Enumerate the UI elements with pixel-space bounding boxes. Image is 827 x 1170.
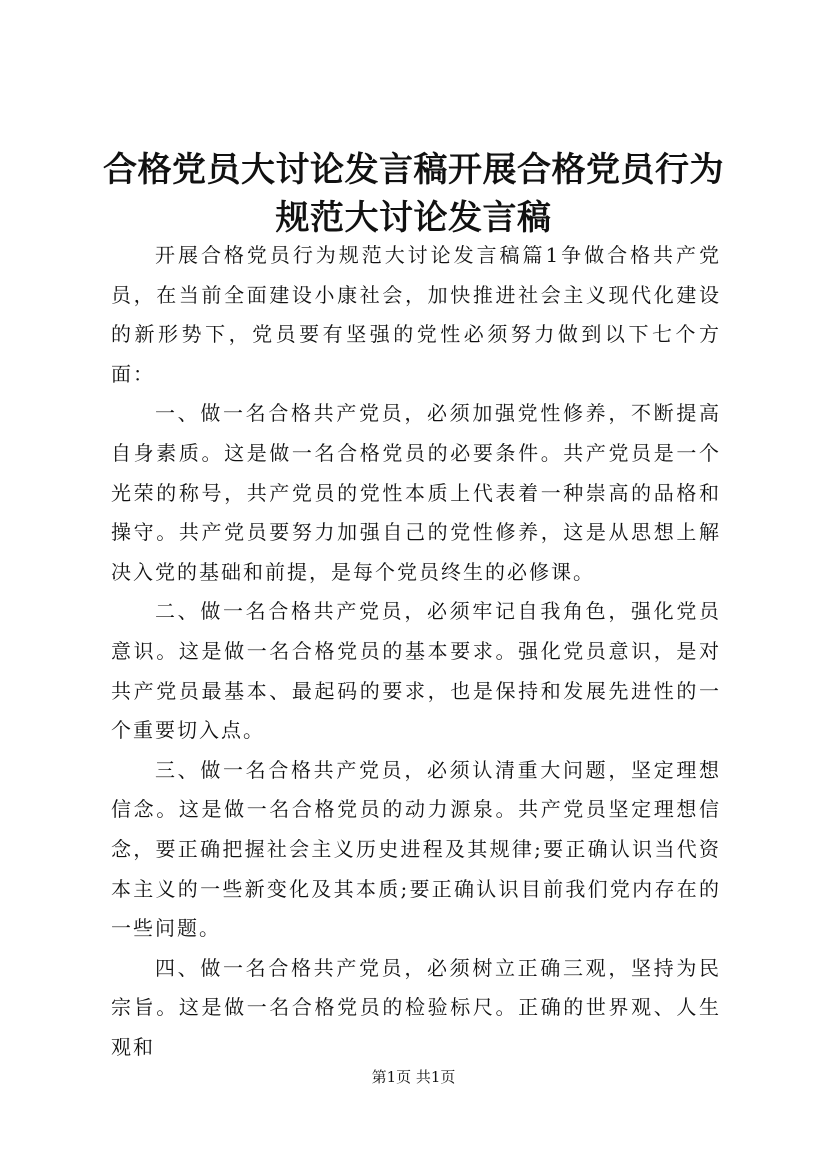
paragraph-intro: 开展合格党员行为规范大讨论发言稿篇1争做合格共产党员，在当前全面建设小康社会，加快推进社会主义现代化建设的新形势下，党员要有坚强的党性必须努力做到以下七个方面： xyxy=(111,243,721,386)
paragraph-point-3: 三、做一名合格共产党员，必须认清重大问题，坚定理想信念。这是做一名合格党员的动力源泉。共产党员坚定理想信念，要正确把握社会主义历史进程及其规律;要正确认识当代资本主义的一些新变化及其本质;要正确认识目前我们党内存在的一些问题。 xyxy=(111,757,721,941)
paragraph-point-1: 一、做一名合格共产党员，必须加强党性修养，不断提高自身素质。这是做一名合格党员的必要条件。共产党员是一个光荣的称号，共产党员的党性本质上代表着一种崇高的品格和操守。共产党员要努力加强自己的党性修养，这是从思想上解决入党的基础和前提，是每个党员终生的必修课。 xyxy=(111,401,721,584)
document-body xyxy=(111,236,721,1067)
page-footer xyxy=(0,1066,827,1088)
paragraph-point-4: 四、做一名合格共产党员，必须树立正确三观，坚持为民宗旨。这是做一名合格党员的检验标尺。正确的世界观、人生观和 xyxy=(111,955,721,1059)
paragraph-point-2: 二、做一名合格共产党员，必须牢记自我角色，强化党员意识。这是做一名合格党员的基本要求。强化党员意识，是对共产党员最基本、最起码的要求，也是保持和发展先进性的一个重要切入点。 xyxy=(111,599,721,743)
page-number: 第1页 共1页 xyxy=(371,1068,456,1086)
document-title: 合格党员大讨论发言稿开展合格党员行为规范大讨论发言稿 xyxy=(103,150,724,238)
